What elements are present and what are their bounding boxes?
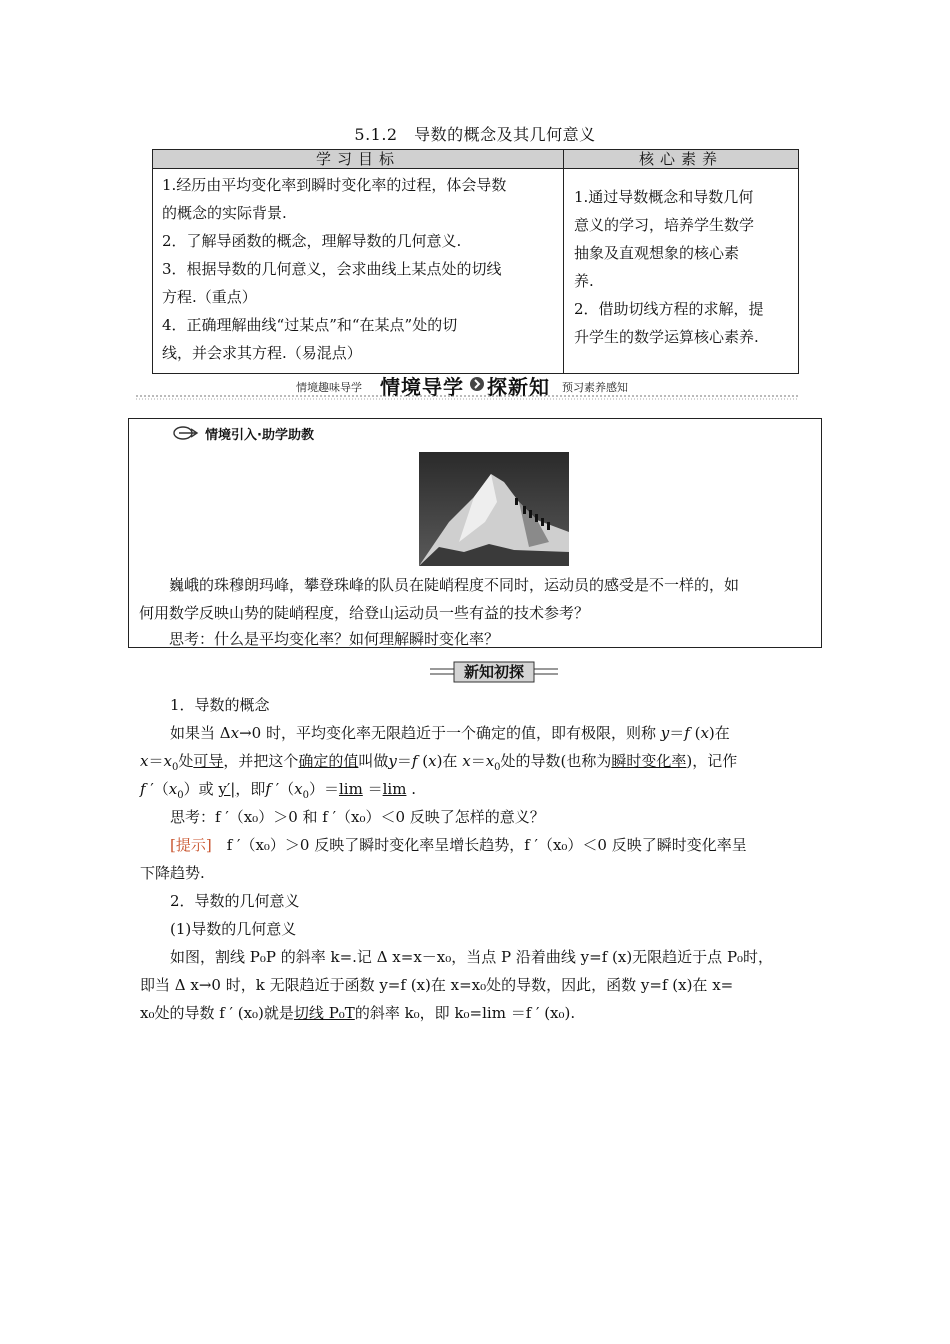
banner-left-small: 情境趣味导学: [296, 381, 362, 394]
literacy-line: 养.: [574, 272, 594, 290]
underlined-term: 瞬时变化率: [611, 752, 687, 770]
s1-line2: $x=x_0$处可导，并把这个确定的值叫做y＝f (x)在 $x=x_0$处的导数(也称为瞬时变化率)，记作: [140, 752, 738, 773]
text: x₀处的导数 f ′ (x₀)就是: [140, 1004, 294, 1022]
new-knowledge-tag: [430, 661, 558, 683]
scenario-paragraph: [139, 571, 819, 599]
underlined-term: 确定的值: [298, 752, 359, 770]
goal-line: 3．根据导数的几何意义，会求曲线上某点处的切线: [162, 260, 502, 278]
banner-big-left: 情境导学: [380, 375, 464, 399]
s1-line1: 如果当 Δx→0 时，平均变化率无限趋近于一个确定的值，即有极限，则称 y＝f (x)在: [170, 724, 730, 742]
goal-line: 方程.（重点）: [162, 288, 257, 306]
s1-line3: f $'(x_0)$或 y′|，即f $'(x_0)=\lim =\lim$ .: [140, 780, 416, 801]
objectives-table: [152, 149, 799, 374]
scenario-line: 巍峨的珠穆朗玛峰，攀登珠峰的队员在陡峭程度不同时，运动员的感受是不一样的，如: [169, 576, 740, 594]
text: 处的导数(也称为: [500, 752, 612, 770]
goal-line: 4．正确理解曲线“过某点”和“在某点”处的切: [162, 316, 458, 334]
s1-think: 思考：f ′（x₀）＞0 和 f ′（x₀）＜0 反映了怎样的意义？: [170, 808, 545, 826]
goal-line: 线，并会求其方程.（易混点）: [162, 344, 362, 362]
text: 在: [442, 752, 458, 770]
text: 如果当 Δ: [170, 724, 231, 742]
underlined-term: lim: [338, 780, 363, 798]
hint-label: [提示]: [170, 836, 212, 854]
scenario-box: [128, 418, 822, 648]
tag-label: 新知初探: [463, 663, 524, 681]
goal-line: 2．了解导函数的概念，理解导数的几何意义.: [162, 232, 462, 250]
goal-line: 的概念的实际背景.: [162, 204, 287, 222]
literacy-line: 升学生的数学运算核心素养.: [574, 328, 759, 346]
goal-line: 1.经历由平均变化率到瞬时变化率的过程，体会导数: [162, 176, 507, 194]
text: )，记作: [686, 752, 738, 770]
literacy-line: 意义的学习，培养学生数学: [574, 216, 755, 234]
section-title: 5.1.2 导数的概念及其几何意义: [354, 125, 596, 144]
hand-pointer-icon: [173, 425, 201, 441]
underlined-term: 切线 P₀T: [293, 1004, 355, 1022]
banner-right-small: 预习素养感知: [562, 381, 628, 394]
underlined-term: y′|: [218, 780, 236, 798]
text: .: [411, 780, 416, 798]
literacy-cell: [564, 169, 799, 374]
s2-subheading: (1)导数的几何意义: [170, 920, 297, 938]
mountain-image: [419, 452, 569, 566]
text: 的斜率 k₀，即 k₀=lim ＝f ′ (x₀).: [354, 1004, 576, 1022]
scenario-question: 思考：什么是平均变化率？如何理解瞬时变化率？: [169, 630, 500, 648]
text: ，即: [235, 780, 266, 798]
s1-hint: [170, 831, 820, 859]
mountain-photo: [419, 452, 569, 566]
box-heading: 情境引入·助学助教: [205, 428, 314, 443]
table-header-goals: 学习目标: [153, 150, 564, 169]
s2-heading: 2．导数的几何意义: [170, 892, 300, 910]
text: 叫做: [358, 752, 389, 770]
text: →0 时，平均变化率无限趋近于一个确定的值，即有极限，则称: [239, 724, 656, 742]
banner-divider: [136, 394, 798, 400]
literacy-line: 1.通过导数概念和导数几何: [574, 188, 754, 206]
scenario-paragraph-cont: 何用数学反映山势的陡峭程度，给登山运动员一些有益的技术参考？: [139, 604, 590, 622]
chevron-right-icon: [469, 376, 485, 392]
s2-line1: 如图，割线 P₀P 的斜率 k=.记 Δ x=x－x₀，当点 P 沿着曲线 y=f (x)无限趋近于点 P₀时，: [170, 948, 774, 966]
s2-line3: [140, 999, 820, 1027]
goals-cell: [153, 169, 564, 374]
text: 处: [178, 752, 194, 770]
s1-hint-cont: 下降趋势.: [140, 864, 205, 882]
text: 在: [714, 724, 730, 742]
banner-big-right: 探新知: [487, 375, 550, 399]
s2-line2: 即当 Δ x→0 时，k 无限趋近于函数 y=f (x)在 x=x₀处的导数，因此，函数 y=f (x)在 x=: [140, 976, 734, 994]
literacy-line: 2．借助切线方程的求解，提: [574, 300, 764, 318]
underlined-term: 可导: [193, 752, 224, 770]
s1-heading: 1．导数的概念: [170, 696, 270, 714]
text: 或: [198, 780, 214, 798]
hint-text: f ′（x₀）＞0 反映了瞬时变化率呈增长趋势，f ′（x₀）＜0 反映了瞬时变化率呈: [211, 836, 747, 854]
underlined-term: lim: [382, 780, 407, 798]
text: ，并把这个: [223, 752, 299, 770]
literacy-line: 抽象及直观想象的核心素: [574, 244, 740, 262]
text: ＝: [367, 780, 383, 798]
table-header-literacy: 核心素养: [564, 150, 799, 169]
